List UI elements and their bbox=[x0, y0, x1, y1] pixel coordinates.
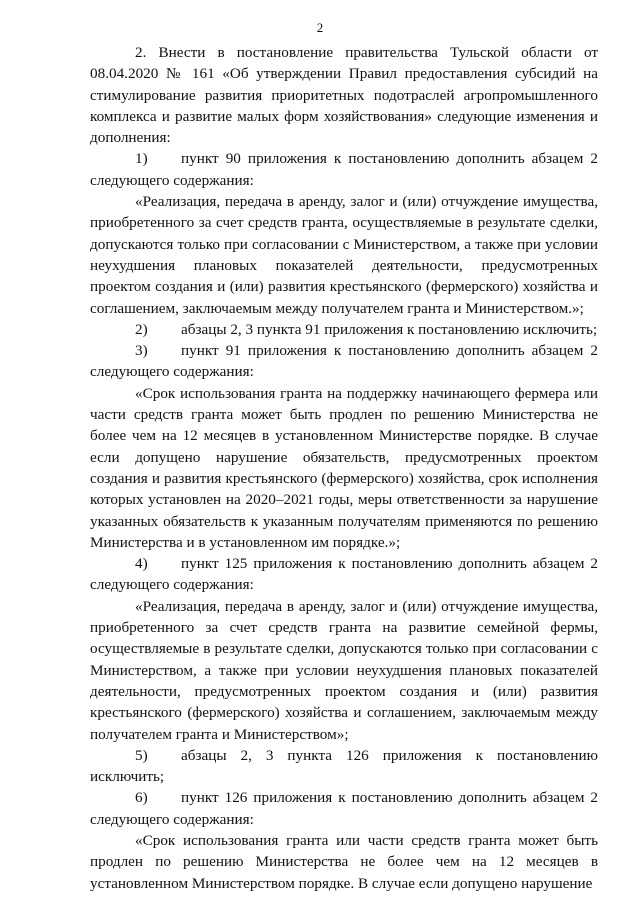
quoted-text: «Реализация, передача в аренду, залог и (или) отчуждение имущества, приобретенного за счет средств гранта на развитие семейной фермы, осуществляемые в результате сделки, допускаются только при согласовании с Министерством, а также при условии неухудшения плановых показателей деятельности, предусмотренных проектом создания и (или) развития крестьянского (фермерского) хозяйства и соглашением, заключаемым между получателем гранта и Министерством»; bbox=[90, 597, 598, 743]
list-item bbox=[90, 148, 598, 191]
quoted-text: «Срок использования гранта или части средств гранта может быть продлен по решению Министерства не более чем на 12 месяцев в установленном Министерством порядке. В случае если допущено нарушение bbox=[90, 831, 598, 892]
list-item-text: пункт 91 приложения к постановлению дополнить абзацем 2 следующего содержания: bbox=[90, 342, 598, 381]
quoted-text: «Реализация, передача в аренду, залог и (или) отчуждение имущества, приобретенного за счет средств гранта, осуществляемые в результате сделки, допускаются только при согласовании с Министерством, а также при условии неухудшения плановых показателей деятельности, предусмотренных проектом создания и (или) развития крестьянского (фермерского) хозяйства и соглашением, заключаемым между получателем гранта и Министерством.»; bbox=[90, 193, 598, 317]
list-item bbox=[90, 745, 598, 788]
list-item-number: 3) bbox=[135, 342, 148, 360]
list-item bbox=[90, 340, 598, 383]
list-item-number: 2) bbox=[135, 320, 148, 338]
list-item-text: пункт 126 приложения к постановлению дополнить абзацем 2 следующего содержания: bbox=[90, 789, 598, 828]
list-item-number: 6) bbox=[135, 789, 148, 807]
quoted-text: «Срок использования гранта на поддержку начинающего фермера или части средств гранта может быть продлен по решению Министерства не более чем на 12 месяцев в установленном Министерстве порядке. В случае если допущено нарушение обязательств, предусмотренных проектом создания и развития крестьянского (фермерского) хозяйства, срок исполнения которых установлен на 2020–2021 годы, меры ответственности за нарушение указанных обязательств к указанным получателям применяются по решению Министерства и в установленном им порядке.»; bbox=[90, 384, 598, 551]
paragraph-intro: 2. Внести в постановление правительства Тульской области от 08.04.2020 № 161 «Об утверждении Правил предоставления субсидий на стимулирование развития приоритетных подотраслей агропромышленного комплекса и развитие малых форм хозяйствования» следующие изменения и дополнения: bbox=[90, 44, 598, 147]
list-item-number: 4) bbox=[135, 555, 148, 573]
document-body bbox=[90, 42, 598, 894]
page-number: 2 bbox=[316, 20, 324, 35]
list-item bbox=[90, 787, 598, 830]
list-item-text: абзацы 2, 3 пункта 91 приложения к постановлению исключить; bbox=[181, 320, 598, 338]
list-item bbox=[90, 553, 598, 596]
list-item-text: пункт 125 приложения к постановлению дополнить абзацем 2 следующего содержания: bbox=[90, 555, 598, 594]
list-item-number: 5) bbox=[135, 746, 148, 764]
list-item-text: пункт 90 приложения к постановлению дополнить абзацем 2 следующего содержания: bbox=[90, 150, 598, 189]
list-item bbox=[90, 319, 598, 340]
list-item-text: абзацы 2, 3 пункта 126 приложения к постановлению исключить; bbox=[90, 746, 598, 786]
list-item-number: 1) bbox=[135, 150, 148, 168]
